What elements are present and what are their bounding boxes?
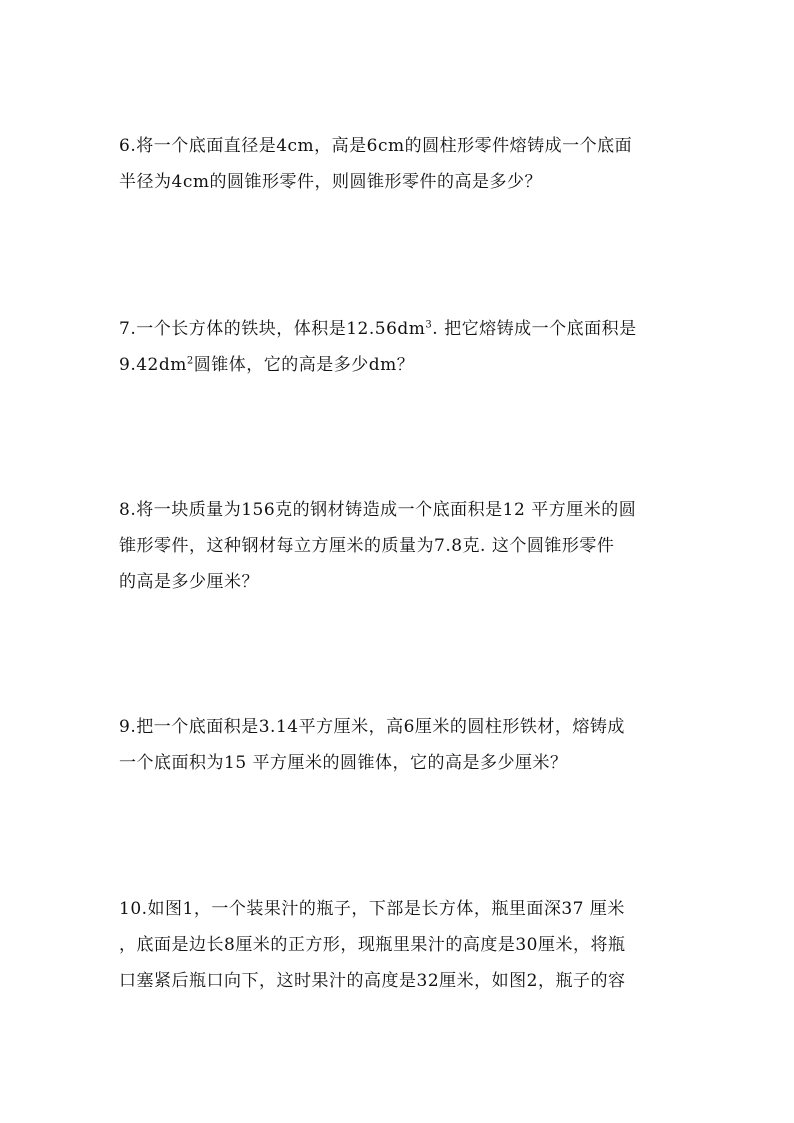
problem-7-square-exponent: 2 [186, 355, 194, 367]
problem-7-line-1-text-b: . 把它熔铸成一个底面积是 [432, 319, 637, 339]
problem-7-line-2 [119, 347, 679, 383]
problem-6-line-2: 半径为4cm的圆锥形零件，则圆锥形零件的高是多少？ [119, 172, 542, 192]
problem-6-line-1: 6.将一个底面直径是4cm，高是6cm的圆柱形零件熔铸成一个底面 [119, 136, 633, 156]
problem-7-line-1-text-a: 7.一个长方体的铁块，体积是12.56dm [119, 319, 426, 339]
problem-8 [119, 492, 679, 600]
problem-9-line-1: 9.把一个底面积是3.14平方厘米，高6厘米的圆柱形铁材，熔铸成 [119, 717, 625, 737]
problem-6 [119, 128, 679, 200]
problem-9-line-2: 一个底面积为15 平方厘米的圆锥体，它的高是多少厘米？ [119, 753, 568, 773]
problem-7-line-1 [119, 311, 679, 347]
problem-10-line-2: ，底面是边长8厘米的正方形，现瓶里果汁的高度是30厘米，将瓶 [119, 935, 626, 955]
problem-10 [119, 891, 679, 999]
problem-8-line-1: 8.将一块质量为156克的钢材铸造成一个底面积是12 平方厘米的圆 [119, 500, 637, 520]
problem-8-line-3: 的高是多少厘米？ [119, 572, 259, 592]
problem-7-cube-exponent: 3 [425, 319, 433, 331]
problem-7-line-2-text-b: 圆锥体，它的高是多少dm？ [193, 355, 415, 375]
problem-7-line-2-text-a: 9.42dm [119, 355, 187, 375]
problem-10-line-1: 10.如图1，一个装果汁的瓶子，下部是长方体，瓶里面深37 厘米 [119, 899, 625, 919]
problem-7 [119, 311, 679, 383]
problem-9 [119, 709, 679, 781]
problem-8-line-2: 锥形零件，这种钢材每立方厘米的质量为7.8克. 这个圆锥形零件 [119, 536, 615, 556]
problem-10-line-3: 口塞紧后瓶口向下，这时果汁的高度是32厘米，如图2，瓶子的容 [119, 971, 626, 991]
